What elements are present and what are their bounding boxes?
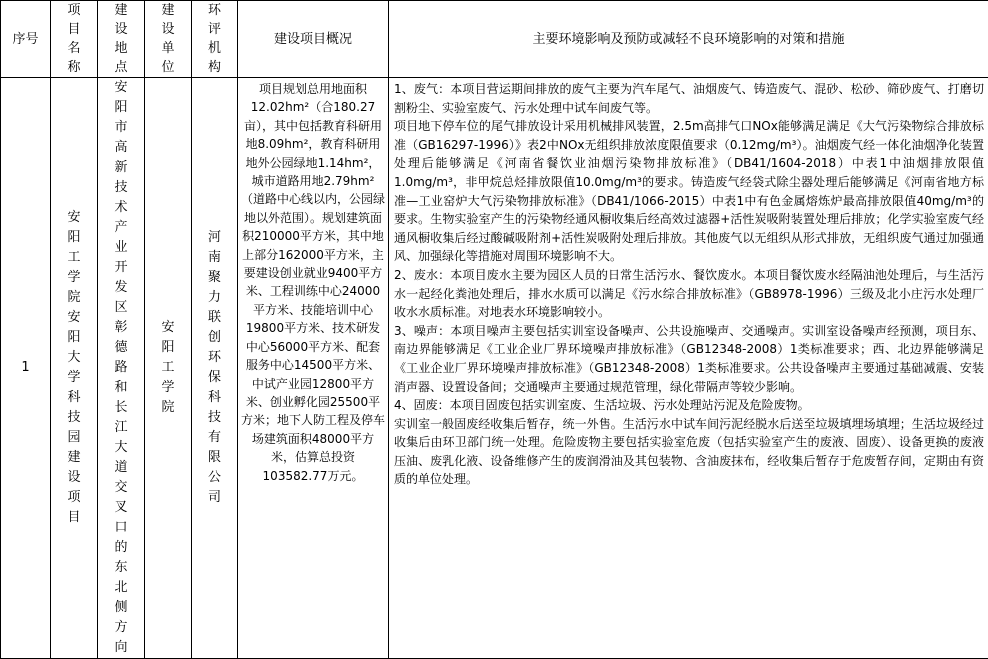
measure-solid: 4、固废：本项目固废包括实训室废、生活垃圾、污水处理站污泥及危险废物。 (394, 396, 984, 415)
cell-eia-agency: 河南聚力联创环保科技有限公司 (192, 78, 238, 659)
header-measures: 主要环境影响及预防或减轻不良环境影响的对策和措施 (389, 1, 988, 78)
cell-location: 安阳市高新技术产业开发区彰德路和长江大道交叉口的东北侧方向 (98, 78, 145, 659)
cell-unit: 安阳工学院 (145, 78, 192, 659)
header-row (1, 1, 988, 78)
header-seq: 序号 (1, 1, 51, 78)
header-name: 项目名称 (51, 1, 98, 78)
measure-air: 1、废气：本项目营运期间排放的废气主要为汽车尾气、油烟废气、铸造废气、混砂、松砂、筛砂废气、打磨切割粉尘、实验室废气、污水处理中试车间废气等。 (394, 80, 984, 117)
measure-solid-detail: 实训室一般固废经收集后暂存，统一外售。生活污水中试车间污泥经脱水后送至垃圾填埋场填埋；生活垃圾经过收集后由环卫部门统一处理。危险废物主要包括实验室危废（包括实验室产生的废液、固废）、设备更换的废液压油、废乳化液、设备维修产生的废润滑油及其包装物、含油废抹布，经收集后暂存于危废暂存间，定期由有资质的单位处理。 (394, 415, 984, 489)
header-eia: 环评机构 (192, 1, 238, 78)
cell-measures (389, 78, 988, 659)
table-row (1, 78, 988, 659)
measure-air-detail: 项目地下停车位的尾气排放设计采用机械排风装置，2.5m高排气口NOx能够满足满足《大气污染物综合排放标准（GB16297-1996）》表2中NOx无组织排放浓度限值要求（0.12mg/m³）。油烟废气经一体化油烟净化装置处理后能够满足《河南省餐饮业油烟污染物排放标准》（DB41/1604-2018）中表1中油烟排放限值1.0mg/m³，非甲烷总烃排放限值10.0mg/m³的要求。铸造废气经袋式除尘器处理后能够满足《河南省地方标准—工业窑炉大气污染物排放标准》（DB41/1066-2015）中表1中有色金属熔炼炉最高排放限值40mg/m³的要求。生物实验室产生的污染物经通风橱收集后经高效过滤器+活性炭吸附装置处理后排放；化学实验室废气经通风橱收集后经过酸碱吸附剂+活性炭吸附处理后排放。其他废气以无组织从形式排放，无组织废气通过加强通风、加强绿化等措施对周围环境影响不大。 (394, 117, 984, 266)
measure-water: 2、废水：本项目废水主要为园区人员的日常生活污水、餐饮废水。本项目餐饮废水经隔油池处理后，与生活污水一起经化粪池处理后，排水水质可以满足《污水综合排放标准》（GB8978-1996）三级及北小庄污水处理厂收水水质标准。对地表水环境影响较小。 (394, 266, 984, 322)
measure-noise: 3、噪声：本项目噪声主要包括实训室设备噪声、公共设施噪声、交通噪声。实训室设备噪声经预测，项目东、南边界能够满足《工业企业厂界环境噪声排放标准》（GB12348-2008）1类标准要求；西、北边界能够满足《工业企业厂界环境噪声排放标准》（GB12348-2008）1类标准要求。公共设备噪声主要通过基础减震、安装消声器、设置设备间；交通噪声主要通过规范管理，绿化带隔声等较少影响。 (394, 322, 984, 396)
header-overview: 建设项目概况 (238, 1, 389, 78)
cell-project-name: 安阳工学院安阳大学科技园建设项目 (51, 78, 98, 659)
header-location: 建设地点 (98, 1, 145, 78)
header-unit: 建设单位 (145, 1, 192, 78)
cell-overview: 项目规划总用地面积12.02hm²（合180.27亩），其中包括教育科研用地8.09hm²，教育科研用地外公园绿地1.14hm²，城市道路用地2.79hm²（道路中心线以内，公园绿地以外范围）。规划建筑面积210000平方米，其中地上部分162000平方米，主要建设创业就业9400平方米、工程训练中心24000平方米、技能培训中心19800平方米、技术研发中心56000平方米、配套服务中心14500平方米、中试产业园12800平方米、创业孵化园25500平方米；地下人防工程及停车场建筑面积48000平方米，估算总投资103582.77万元。 (238, 78, 389, 659)
cell-seq: 1 (1, 78, 51, 659)
